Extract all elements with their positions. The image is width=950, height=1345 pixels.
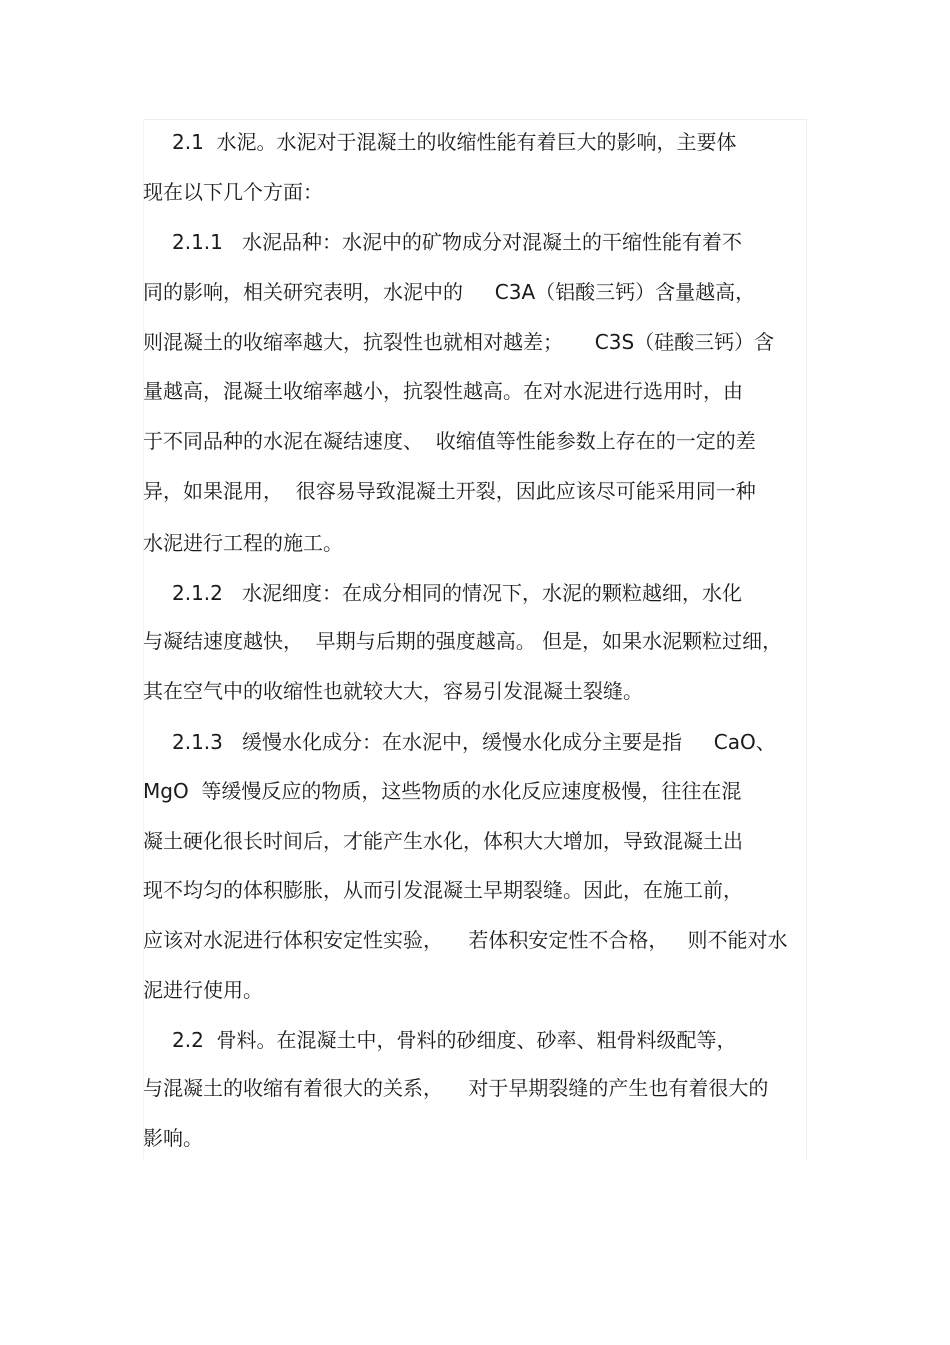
paragraph-2-1-1-line-5: 于不同品种的水泥在凝结速度、 收缩值等性能参数上存在的一定的差 [143, 429, 756, 453]
paragraph-2-1-2-line-1: 2.1.2 水泥细度：在成分相同的情况下，水泥的颗粒越细，水化 [172, 581, 742, 605]
paragraph-2-1-1-line-1: 2.1.1 水泥品种：水泥中的矿物成分对混凝土的干缩性能有着不 [172, 230, 742, 254]
paragraph-2-1-1-line-2: 同的影响，相关研究表明，水泥中的 C3A（铝酸三钙）含量越高， [143, 280, 756, 304]
paragraph-2-2-line-1: 2.2 骨料。在混凝土中，骨料的砂细度、砂率、粗骨料级配等， [172, 1028, 737, 1052]
paragraph-2-1-2-line-2: 与凝结速度越快， 早期与后期的强度越高。 但是，如果水泥颗粒过细， [143, 629, 783, 653]
paragraph-2-1-line-2: 现在以下几个方面： [143, 180, 323, 204]
paragraph-2-1-1-line-7: 水泥进行工程的施工。 [143, 531, 343, 555]
paragraph-2-1-2-line-3: 其在空气中的收缩性也就较大大，容易引发混凝土裂缝。 [143, 679, 643, 703]
paragraph-2-1-1-line-6: 异，如果混用， 很容易导致混凝土开裂，因此应该尽可能采用同一种 [143, 479, 756, 503]
paragraph-2-1-3-line-2: MgO 等缓慢反应的物质，这些物质的水化反应速度极慢，往往在混 [143, 779, 742, 803]
paragraph-2-1-1-line-3: 则混凝土的收缩率越大，抗裂性也就相对越差； C3S（硅酸三钙）含 [143, 330, 775, 354]
paragraph-2-1-3-line-6: 泥进行使用。 [143, 978, 263, 1002]
paragraph-2-1-3-line-5: 应该对水泥进行体积安定性实验， 若体积安定性不合格， 则不能对水 [143, 928, 788, 952]
paragraph-2-1-3-line-4: 现不均匀的体积膨胀，从而引发混凝土早期裂缝。因此，在施工前， [143, 878, 743, 902]
paragraph-2-1-line-1: 2.1 水泥。水泥对于混凝土的收缩性能有着巨大的影响，主要体 [172, 130, 737, 154]
paragraph-2-1-3-line-3: 凝土硬化很长时间后，才能产生水化，体积大大增加，导致混凝土出 [143, 829, 743, 853]
paragraph-2-1-1-line-4: 量越高，混凝土收缩率越小，抗裂性越高。在对水泥进行选用时，由 [143, 379, 743, 403]
paragraph-2-2-line-3: 影响。 [143, 1126, 203, 1150]
paragraph-2-1-3-line-1: 2.1.3 缓慢水化成分：在水泥中，缓慢水化成分主要是指 CaO、 [172, 730, 776, 754]
paragraph-2-2-line-2: 与混凝土的收缩有着很大的关系， 对于早期裂缝的产生也有着很大的 [143, 1076, 769, 1100]
